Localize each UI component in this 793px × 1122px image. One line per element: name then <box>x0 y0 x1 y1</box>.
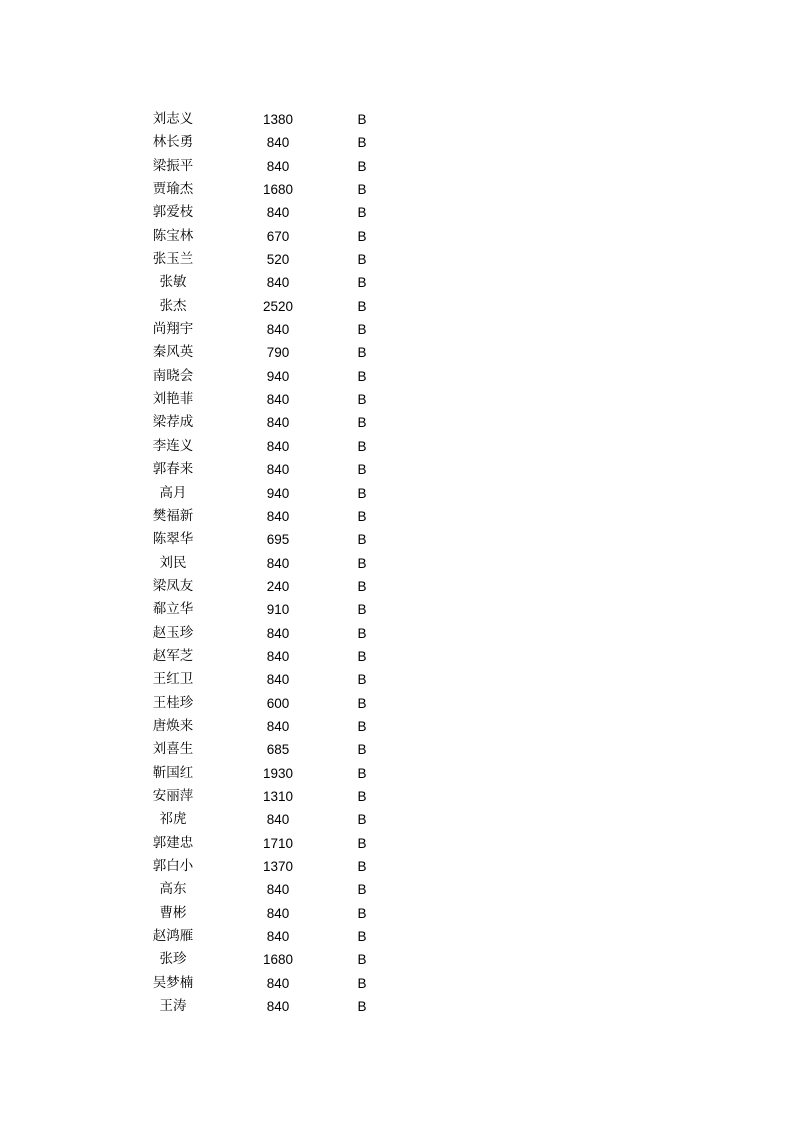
table-row <box>0 482 793 505</box>
grade-cell: B <box>357 485 367 501</box>
data-table <box>0 108 793 1018</box>
amount-cell: 840 <box>266 135 290 151</box>
table-row <box>0 762 793 785</box>
amount-cell: 840 <box>266 555 290 571</box>
grade-cell: B <box>357 625 367 641</box>
amount-cell: 1710 <box>262 835 294 851</box>
table-row <box>0 668 793 691</box>
name-cell: 林长勇 <box>152 134 194 151</box>
amount-cell: 940 <box>266 485 290 501</box>
amount-cell: 840 <box>266 718 290 734</box>
grade-cell: B <box>357 672 367 688</box>
amount-cell: 840 <box>266 929 290 945</box>
amount-cell: 670 <box>266 228 290 244</box>
table-row <box>0 155 793 178</box>
name-cell: 郗立华 <box>152 601 194 618</box>
name-cell: 安丽萍 <box>152 787 194 804</box>
name-cell: 高东 <box>159 881 187 898</box>
grade-cell: B <box>357 228 367 244</box>
table-row <box>0 201 793 224</box>
grade-cell: B <box>357 929 367 945</box>
amount-cell: 790 <box>266 345 290 361</box>
table-row <box>0 248 793 271</box>
grade-cell: B <box>357 718 367 734</box>
table-row <box>0 458 793 481</box>
table-row <box>0 785 793 808</box>
amount-cell: 840 <box>266 438 290 454</box>
name-cell: 张玉兰 <box>152 251 194 268</box>
amount-cell: 1310 <box>262 788 294 804</box>
table-row <box>0 341 793 364</box>
grade-cell: B <box>357 532 367 548</box>
name-cell: 吴梦楠 <box>152 974 194 991</box>
table-row <box>0 925 793 948</box>
grade-cell: B <box>357 462 367 478</box>
grade-cell: B <box>357 345 367 361</box>
amount-cell: 1680 <box>262 182 294 198</box>
grade-cell: B <box>357 368 367 384</box>
name-cell: 王涛 <box>159 998 187 1015</box>
name-cell: 赵玉珍 <box>152 624 194 641</box>
table-row <box>0 645 793 668</box>
name-cell: 秦风英 <box>152 344 194 361</box>
table-row <box>0 832 793 855</box>
grade-cell: B <box>357 252 367 268</box>
grade-cell: B <box>357 788 367 804</box>
name-cell: 樊福新 <box>152 507 194 524</box>
table-row <box>0 365 793 388</box>
amount-cell: 840 <box>266 508 290 524</box>
grade-cell: B <box>357 415 367 431</box>
name-cell: 尚翔宇 <box>152 321 194 338</box>
grade-cell: B <box>357 882 367 898</box>
table-row <box>0 131 793 154</box>
grade-cell: B <box>357 438 367 454</box>
grade-cell: B <box>357 952 367 968</box>
name-cell: 陈宝林 <box>152 227 194 244</box>
grade-cell: B <box>357 742 367 758</box>
amount-cell: 840 <box>266 415 290 431</box>
name-cell: 梁振平 <box>152 157 194 174</box>
amount-cell: 840 <box>266 205 290 221</box>
table-row <box>0 552 793 575</box>
table-row <box>0 692 793 715</box>
table-row <box>0 528 793 551</box>
amount-cell: 1680 <box>262 952 294 968</box>
table-row <box>0 295 793 318</box>
grade-cell: B <box>357 578 367 594</box>
table-row <box>0 995 793 1018</box>
amount-cell: 840 <box>266 275 290 291</box>
name-cell: 南晓会 <box>152 367 194 384</box>
amount-cell: 520 <box>266 252 290 268</box>
grade-cell: B <box>357 158 367 174</box>
grade-cell: B <box>357 298 367 314</box>
grade-cell: B <box>357 322 367 338</box>
table-row <box>0 715 793 738</box>
table-row <box>0 505 793 528</box>
table-row <box>0 622 793 645</box>
grade-cell: B <box>357 812 367 828</box>
grade-cell: B <box>357 182 367 198</box>
table-row <box>0 902 793 925</box>
amount-cell: 840 <box>266 625 290 641</box>
grade-cell: B <box>357 392 367 408</box>
amount-cell: 240 <box>266 578 290 594</box>
amount-cell: 940 <box>266 368 290 384</box>
table-row <box>0 225 793 248</box>
name-cell: 梁荐成 <box>152 414 194 431</box>
amount-cell: 840 <box>266 975 290 991</box>
amount-cell: 685 <box>266 742 290 758</box>
name-cell: 赵军芝 <box>152 647 194 664</box>
table-row <box>0 411 793 434</box>
name-cell: 郭建忠 <box>152 834 194 851</box>
name-cell: 张珍 <box>159 951 187 968</box>
amount-cell: 695 <box>266 532 290 548</box>
amount-cell: 840 <box>266 882 290 898</box>
amount-cell: 1380 <box>262 112 294 127</box>
name-cell: 郭春来 <box>152 461 194 478</box>
grade-cell: B <box>357 975 367 991</box>
name-cell: 李连义 <box>152 437 194 454</box>
name-cell: 张杰 <box>159 297 187 314</box>
grade-cell: B <box>357 508 367 524</box>
grade-cell: B <box>357 765 367 781</box>
amount-cell: 840 <box>266 648 290 664</box>
table-row <box>0 318 793 341</box>
name-cell: 刘民 <box>159 554 187 571</box>
amount-cell: 840 <box>266 999 290 1015</box>
name-cell: 靳国红 <box>152 764 194 781</box>
table-row <box>0 855 793 878</box>
name-cell: 刘志义 <box>152 111 194 127</box>
amount-cell: 840 <box>266 905 290 921</box>
grade-cell: B <box>357 112 367 127</box>
name-cell: 唐焕来 <box>152 717 194 734</box>
name-cell: 高月 <box>159 484 187 501</box>
table-row <box>0 598 793 621</box>
grade-cell: B <box>357 275 367 291</box>
name-cell: 郭白小 <box>152 858 194 874</box>
name-cell: 刘喜生 <box>152 741 194 758</box>
amount-cell: 600 <box>266 695 290 711</box>
table-row <box>0 575 793 598</box>
table-row <box>0 271 793 294</box>
table-row <box>0 808 793 831</box>
amount-cell: 910 <box>266 602 290 618</box>
name-cell: 张敏 <box>159 274 187 291</box>
amount-cell: 840 <box>266 392 290 408</box>
table-row <box>0 878 793 901</box>
amount-cell: 2520 <box>262 298 294 314</box>
amount-cell: 840 <box>266 322 290 338</box>
table-row <box>0 108 793 131</box>
grade-cell: B <box>357 835 367 851</box>
grade-cell: B <box>357 905 367 921</box>
table-row <box>0 388 793 411</box>
table-row <box>0 435 793 458</box>
table-row <box>0 178 793 201</box>
name-cell: 王红卫 <box>152 671 194 688</box>
grade-cell: B <box>357 695 367 711</box>
amount-cell: 840 <box>266 812 290 828</box>
table-row <box>0 738 793 761</box>
table-row <box>0 972 793 995</box>
amount-cell: 1930 <box>262 765 294 781</box>
amount-cell: 840 <box>266 462 290 478</box>
table-row <box>0 948 793 971</box>
grade-cell: B <box>357 648 367 664</box>
name-cell: 郭爱枝 <box>152 204 194 221</box>
name-cell: 曹彬 <box>159 904 187 921</box>
name-cell: 刘艳菲 <box>152 391 194 408</box>
name-cell: 赵鸿雁 <box>152 928 194 945</box>
grade-cell: B <box>357 555 367 571</box>
name-cell: 陈翠华 <box>152 531 194 548</box>
grade-cell: B <box>357 205 367 221</box>
grade-cell: B <box>357 999 367 1015</box>
amount-cell: 840 <box>266 158 290 174</box>
name-cell: 梁凤友 <box>152 577 194 594</box>
name-cell: 王桂珍 <box>152 694 194 711</box>
name-cell: 祁虎 <box>159 811 187 828</box>
grade-cell: B <box>357 135 367 151</box>
amount-cell: 1370 <box>262 859 294 874</box>
grade-cell: B <box>357 859 367 874</box>
amount-cell: 840 <box>266 672 290 688</box>
name-cell: 贾瑜杰 <box>152 181 194 198</box>
grade-cell: B <box>357 602 367 618</box>
